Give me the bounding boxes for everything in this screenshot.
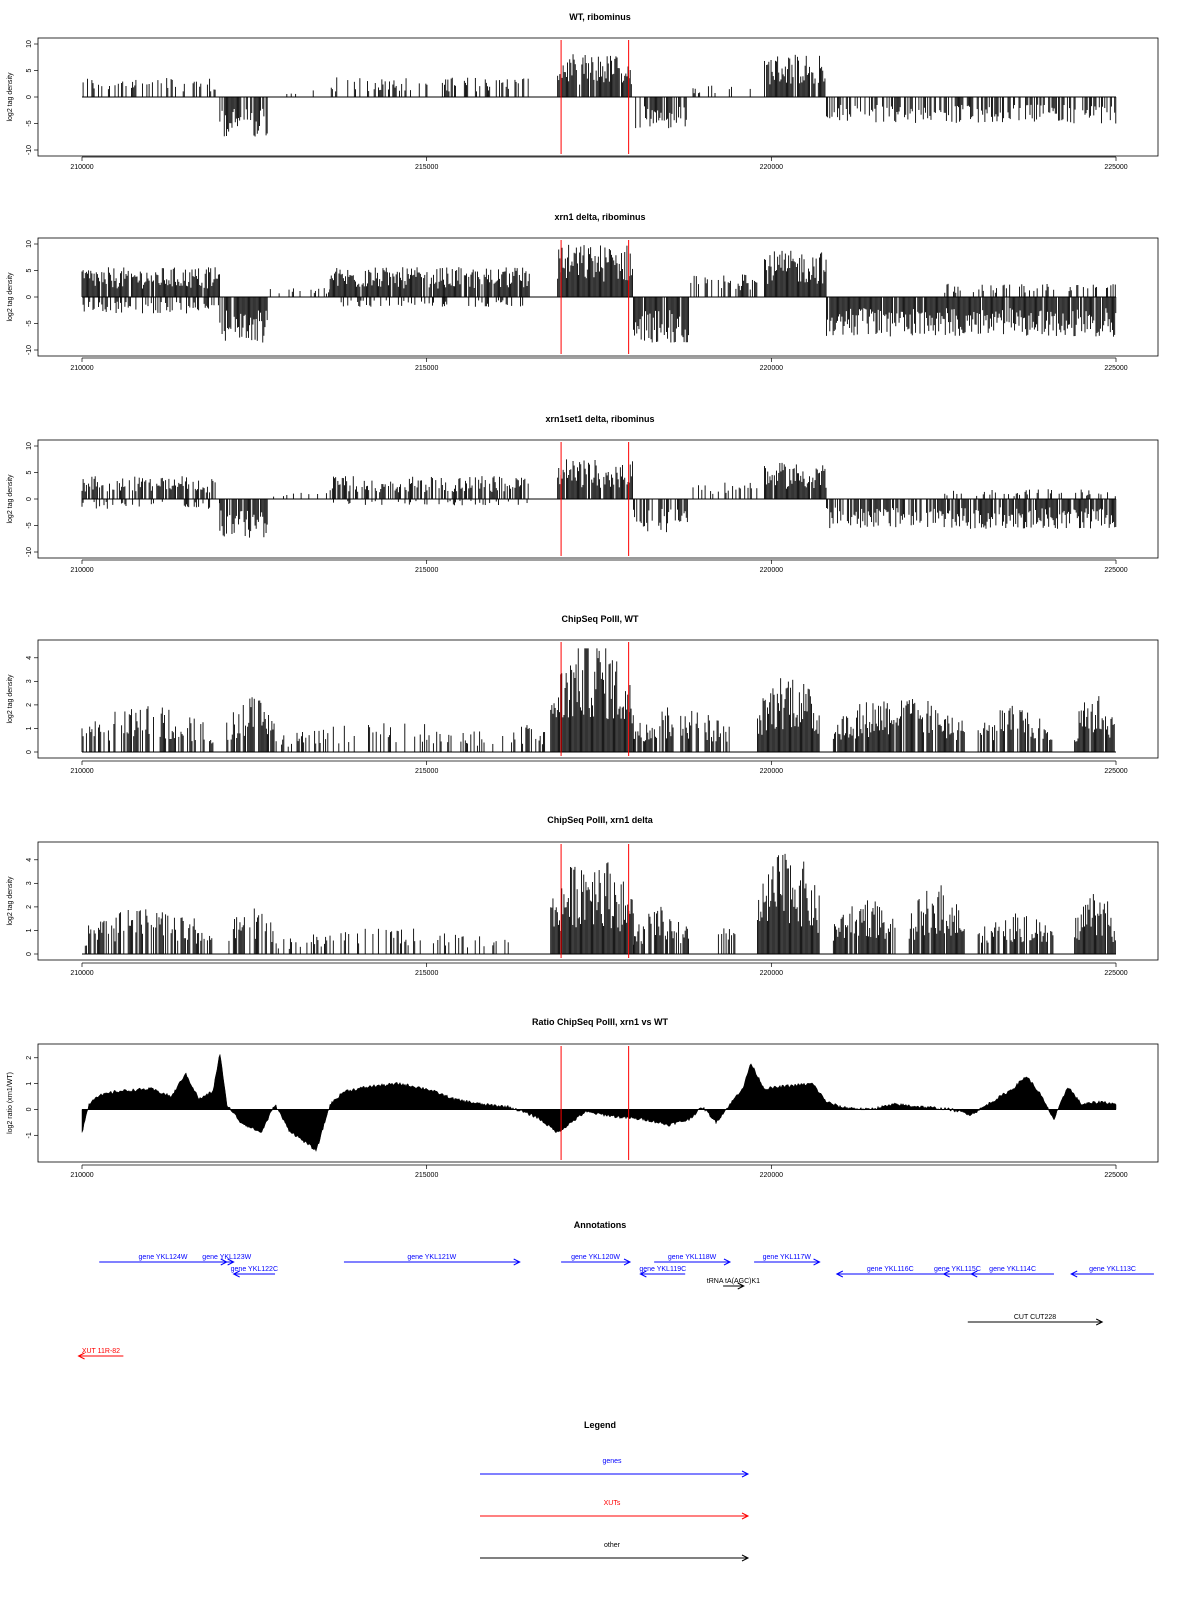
x-tick-label: 220000 [759,970,784,977]
x-tick-label: 225000 [1104,768,1128,775]
legend-item-label: XUTs [603,1500,621,1507]
y-tick-label: 10 [26,442,33,450]
panel-title: ChipSeq PolII, xrn1 delta [547,815,653,825]
y-tick-label: 1 [26,726,33,731]
y-axis-label: log2 tag density [7,72,14,122]
feature-label: gene YKL116C [866,1266,914,1273]
y-tick-label: -10 [26,546,33,558]
x-tick-label: 210000 [70,1172,94,1179]
x-tick-label: 225000 [1104,970,1128,977]
y-tick-label: -10 [26,344,33,356]
y-tick-label: -5 [26,522,33,529]
x-tick-label: 210000 [70,970,94,977]
panel-1 [7,12,1158,171]
y-tick-label: 2 [26,702,33,707]
y-tick-label: 10 [26,240,33,248]
x-tick-label: 215000 [414,768,439,775]
signal-bars [83,54,1116,136]
signal-bars [85,854,1115,954]
y-tick-label: 3 [26,679,33,684]
feature-label: tRNA tA(AGC)K1 [706,1278,761,1285]
y-tick-label: 2 [26,904,33,909]
y-axis-label: log2 tag density [7,474,14,524]
y-tick-label: 0 [26,750,33,754]
panel-3 [7,414,1158,574]
panel-title: xrn1set1 delta, ribominus [545,414,655,424]
feature-label: gene YKL123W [202,1254,252,1261]
legend-item-label: genes [602,1458,622,1465]
signal-bars [82,245,1116,343]
x-tick-label: 225000 [1104,365,1128,372]
x-tick-label: 225000 [1104,567,1128,574]
x-tick-label: 210000 [70,567,94,574]
y-tick-label: 0 [26,95,33,99]
x-tick-label: 215000 [414,970,439,977]
x-tick-label: 210000 [70,365,94,372]
x-tick-label: 225000 [1104,164,1128,171]
y-axis-label: log2 tag density [7,272,14,322]
x-tick-label: 215000 [414,567,439,574]
feature-label: gene YKL119C [639,1266,687,1273]
panel-5 [7,815,1158,977]
x-tick-label: 220000 [759,768,784,775]
annotations-track [79,1220,1154,1359]
panel-title: Ratio ChipSeq PolII, xrn1 vs WT [531,1017,669,1027]
x-tick-label: 225000 [1104,1172,1128,1179]
y-tick-label: 0 [26,952,33,956]
y-tick-label: 5 [26,68,33,73]
x-tick-label: 210000 [70,768,94,775]
feature-label: gene YKL121W [407,1254,457,1261]
feature-label: gene YKL117W [762,1254,812,1261]
y-tick-label: -5 [26,320,33,327]
feature-label: gene YKL122C [230,1266,279,1273]
y-tick-label: 0 [26,497,33,501]
feature-label: XUT 11R-82 [81,1348,121,1355]
y-tick-label: -5 [26,120,33,127]
x-tick-label: 215000 [414,164,439,171]
x-tick-label: 215000 [414,1172,439,1179]
panel-6 [7,1017,1158,1179]
y-tick-label: 4 [26,655,33,660]
x-tick-label: 220000 [759,164,784,171]
y-tick-label: 4 [26,857,33,862]
panel-title: ChipSeq PolII, WT [561,614,639,624]
y-tick-label: 3 [26,881,33,886]
y-tick-label: 0 [26,1107,33,1112]
y-axis-label: log2 tag density [7,876,14,926]
x-tick-label: 215000 [414,365,439,372]
panel-title: xrn1 delta, ribominus [554,212,646,222]
feature-label: gene YKL120W [571,1254,621,1261]
feature-label: gene YKL124W [138,1254,188,1261]
x-tick-label: 220000 [759,1172,784,1179]
y-tick-label: 1 [26,928,33,933]
y-tick-label: 5 [26,268,33,273]
signal-bars [82,459,1116,537]
feature-label: gene YKL115C [934,1266,981,1273]
ratio-area [82,1054,1116,1151]
feature-label: gene YKL114C [989,1266,1037,1273]
panel-title: WT, ribominus [569,12,631,22]
y-tick-label: 10 [26,40,33,48]
legend-item-label: other [604,1542,620,1549]
x-tick-label: 220000 [759,567,784,574]
x-tick-label: 210000 [70,164,94,171]
panel-4 [7,614,1158,775]
y-tick-label: 2 [26,1055,33,1060]
feature-label: CUT CUT228 [1013,1314,1057,1321]
feature-label: gene YKL118W [667,1254,717,1261]
y-tick-label: 5 [26,470,33,475]
y-tick-label: -1 [26,1132,33,1139]
feature-label: gene YKL113C [1089,1266,1136,1273]
x-tick-label: 220000 [759,365,784,372]
y-tick-label: 0 [26,295,33,299]
legend [480,1420,748,1561]
y-axis-label: log2 tag density [7,674,14,724]
y-tick-label: 1 [26,1081,33,1086]
y-axis-label: log2 ratio (xrn1/WT) [7,1072,14,1134]
legend-title: Legend [583,1420,617,1430]
annotations-title: Annotations [573,1220,627,1230]
y-tick-label: -10 [26,144,33,156]
signal-bars [82,648,1114,752]
panel-2 [7,212,1158,372]
